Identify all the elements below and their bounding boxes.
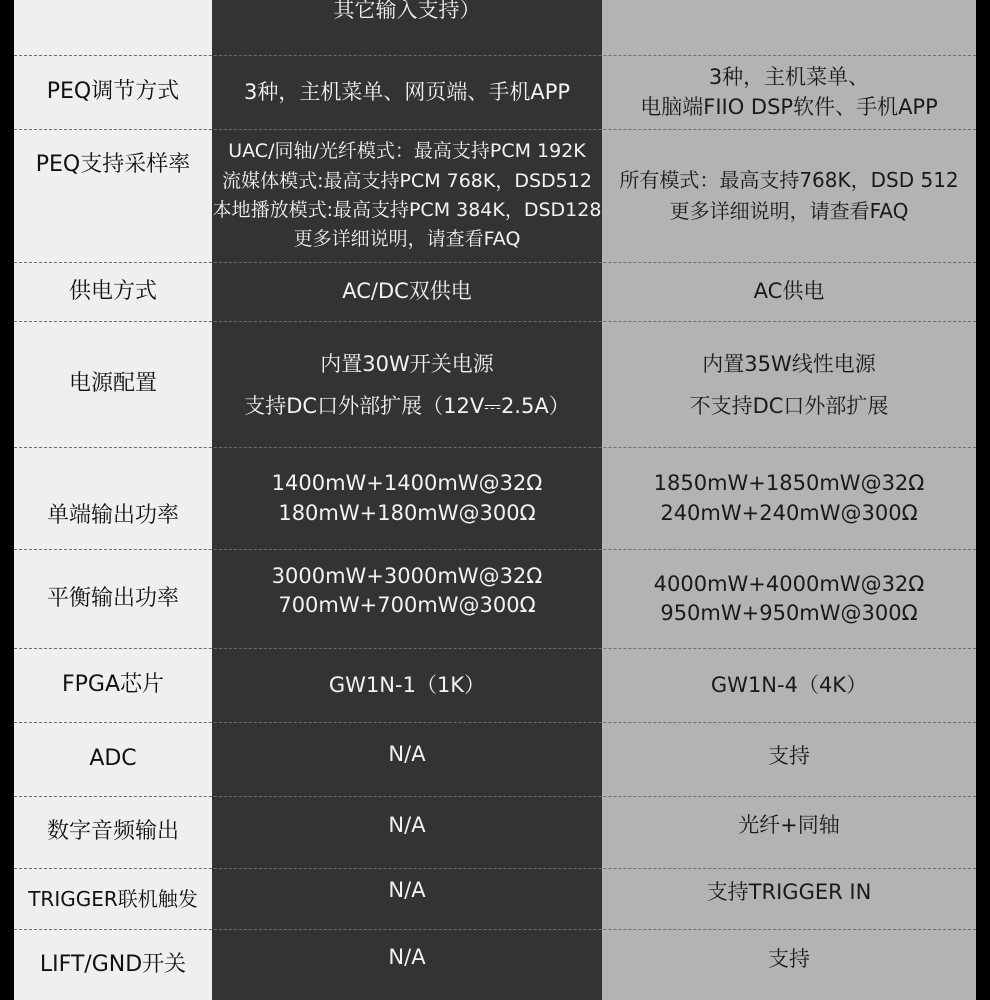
table-row bbox=[14, 448, 976, 550]
table-row bbox=[14, 649, 976, 723]
value-line: N/A bbox=[388, 812, 426, 837]
value-line: 240mW+240mW@300Ω bbox=[660, 500, 918, 525]
model-b-value bbox=[602, 322, 976, 447]
value-line: AC/DC双供电 bbox=[342, 279, 472, 304]
model-a-value bbox=[212, 930, 602, 1000]
value-line: 支持DC口外部扩展（12V⎓2.5A） bbox=[244, 393, 570, 418]
model-a-value bbox=[212, 448, 602, 549]
value-line: 支持TRIGGER IN bbox=[706, 880, 872, 905]
table-row bbox=[14, 322, 976, 448]
value-line: 流媒体模式:最高支持PCM 768K，DSD512 bbox=[222, 169, 592, 192]
row-label: FPGA芯片 bbox=[61, 672, 165, 698]
value-line: 3种，主机菜单、 bbox=[708, 65, 870, 90]
model-b-value bbox=[602, 723, 976, 796]
model-a-value bbox=[212, 550, 602, 648]
value-line: 3000mW+3000mW@32Ω bbox=[271, 563, 543, 588]
model-a-value bbox=[212, 56, 602, 129]
row-label: 单端输出功率 bbox=[46, 503, 179, 529]
value-line: 电脑端FIIO DSP软件、手机APP bbox=[640, 94, 938, 119]
model-b-value bbox=[602, 263, 976, 321]
table-row bbox=[14, 797, 976, 869]
model-a-value bbox=[212, 649, 602, 722]
table-row bbox=[14, 56, 976, 130]
value-line: 950mW+950mW@300Ω bbox=[660, 601, 918, 625]
model-a-value bbox=[212, 130, 602, 262]
model-b-value bbox=[602, 797, 976, 868]
value-line: 所有模式：最高支持768K，DSD 512 bbox=[619, 168, 959, 192]
table-row bbox=[14, 130, 976, 263]
value-line: 光纤+同轴 bbox=[738, 812, 840, 837]
value-line: 700mW+700mW@300Ω bbox=[278, 593, 536, 617]
model-a-value bbox=[212, 0, 602, 55]
model-b-value bbox=[602, 930, 976, 1000]
row-label: TRIGGER联机触发 bbox=[28, 887, 198, 911]
model-b-value bbox=[602, 0, 976, 55]
table-row bbox=[14, 869, 976, 930]
row-label bbox=[14, 0, 212, 55]
value-line: GW1N-1（1K） bbox=[328, 672, 486, 697]
value-line: N/A bbox=[388, 945, 426, 970]
table-row bbox=[14, 930, 976, 1000]
value-line: 更多详细说明，请查看FAQ bbox=[293, 228, 521, 251]
value-line: GW1N-4（4K） bbox=[710, 672, 868, 697]
table-row bbox=[14, 0, 976, 56]
model-a-value bbox=[212, 322, 602, 447]
model-b-value bbox=[602, 130, 976, 262]
row-label: PEQ支持采样率 bbox=[35, 152, 191, 177]
value-line: 不支持DC口外部扩展 bbox=[689, 393, 889, 418]
value-line: 内置30W开关电源 bbox=[320, 351, 494, 376]
row-label: 供电方式 bbox=[68, 278, 157, 304]
row-label: PEQ调节方式 bbox=[46, 79, 180, 105]
value-line: 180mW+180mW@300Ω bbox=[278, 500, 536, 525]
value-line: N/A bbox=[388, 741, 426, 766]
model-a-value bbox=[212, 723, 602, 796]
value-line: 1400mW+1400mW@32Ω bbox=[271, 471, 543, 496]
value-line: N/A bbox=[388, 878, 426, 903]
model-b-value bbox=[602, 550, 976, 648]
model-b-value bbox=[602, 649, 976, 722]
model-a-value bbox=[212, 263, 602, 321]
row-label: 数字音频输出 bbox=[46, 819, 179, 845]
model-a-value bbox=[212, 797, 602, 868]
model-b-value bbox=[602, 56, 976, 129]
value-line: 其它输入支持） bbox=[333, 0, 481, 22]
value-line: UAC/同轴/光纤模式：最高支持PCM 192K bbox=[228, 140, 586, 163]
value-line: 4000mW+4000mW@32Ω bbox=[653, 571, 925, 596]
model-b-value bbox=[602, 448, 976, 549]
row-label: 平衡输出功率 bbox=[46, 585, 179, 611]
value-line: AC供电 bbox=[753, 279, 825, 304]
value-line: 1850mW+1850mW@32Ω bbox=[653, 471, 925, 496]
model-a-value bbox=[212, 869, 602, 929]
value-line: 支持 bbox=[768, 743, 810, 768]
value-line: 3种，主机菜单、网页端、手机APP bbox=[243, 79, 571, 104]
row-label: LIFT/GND开关 bbox=[39, 951, 187, 977]
value-line: 内置35W线性电源 bbox=[702, 351, 876, 376]
value-line: 本地播放模式:最高支持PCM 384K，DSD128 bbox=[212, 199, 602, 221]
table-row bbox=[14, 723, 976, 797]
row-label: ADC bbox=[89, 746, 137, 772]
model-b-value bbox=[602, 869, 976, 929]
row-label: 电源配置 bbox=[68, 371, 157, 397]
table-row bbox=[14, 263, 976, 322]
value-line: 更多详细说明，请查看FAQ bbox=[669, 199, 909, 223]
table-row bbox=[14, 550, 976, 649]
value-line: 支持 bbox=[768, 947, 810, 972]
